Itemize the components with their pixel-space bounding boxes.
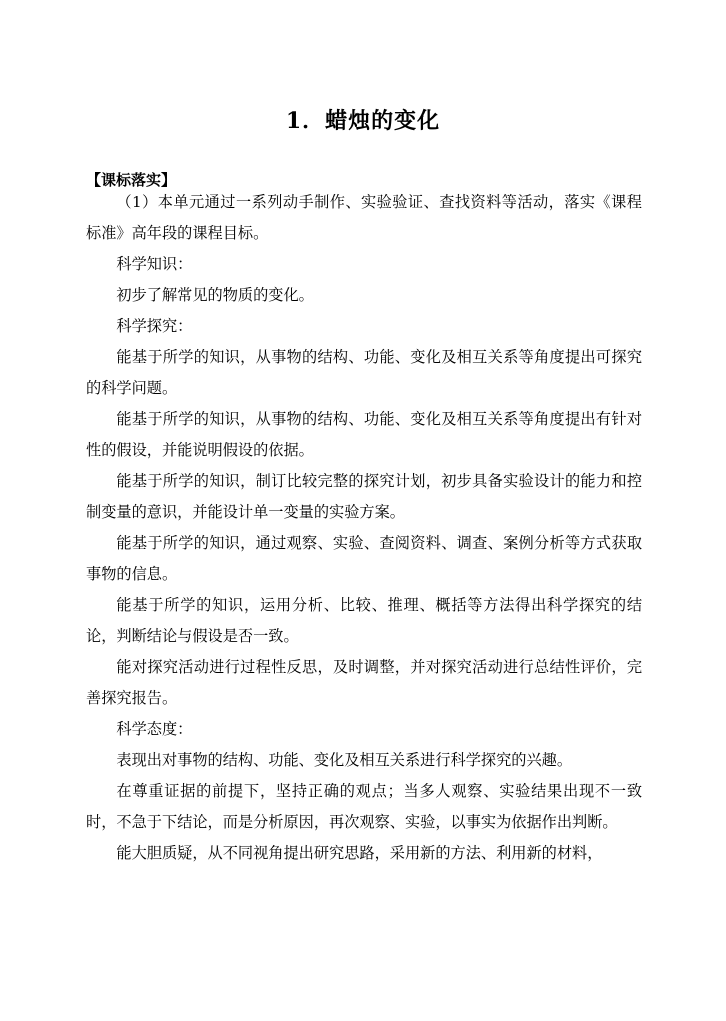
- body-text: [86, 187, 642, 869]
- paragraph: 表现出对事物的结构、功能、变化及相互关系进行科学探究的兴趣。: [116, 751, 573, 769]
- paragraph: 科学探究：: [116, 317, 193, 335]
- paragraph: 在尊重证据的前提下，坚持正确的观点；当多人观察、实验结果出现不一致时，不急于下结论，而是分析原因，再次观察、实验，以事实为依据作出判断。: [86, 782, 642, 831]
- paragraph: 能基于所学的知识，制订比较完整的探究计划，初步具备实验设计的能力和控制变量的意识，并能设计单一变量的实验方案。: [86, 472, 642, 521]
- paragraph: 能基于所学的知识，从事物的结构、功能、变化及相互关系等角度提出可探究的科学问题。: [86, 348, 642, 397]
- paragraph: 能基于所学的知识，从事物的结构、功能、变化及相互关系等角度提出有针对性的假设，并能说明假设的依据。: [86, 410, 642, 459]
- paragraph: 能大胆质疑，从不同视角提出研究思路，采用新的方法、利用新的材料，: [116, 844, 603, 862]
- paragraph: （1）本单元通过一系列动手制作、实验验证、查找资料等活动，落实《课程标准》高年段的课程目标。: [86, 193, 642, 242]
- paragraph: 能对探究活动进行过程性反思，及时调整，并对探究活动进行总结性评价，完善探究报告。: [86, 658, 642, 707]
- paragraph: 科学态度：: [116, 720, 193, 738]
- section-heading: 【课标落实】: [86, 171, 177, 189]
- paragraph: 科学知识：: [116, 255, 193, 273]
- page-title: 1．蜡烛的变化: [285, 108, 441, 134]
- paragraph: 初步了解常见的物质的变化。: [116, 286, 314, 304]
- paragraph: 能基于所学的知识，运用分析、比较、推理、概括等方法得出科学探究的结论，判断结论与假设是否一致。: [86, 596, 642, 645]
- paragraph: 能基于所学的知识，通过观察、实验、查阅资料、调查、案例分析等方式获取事物的信息。: [86, 534, 642, 583]
